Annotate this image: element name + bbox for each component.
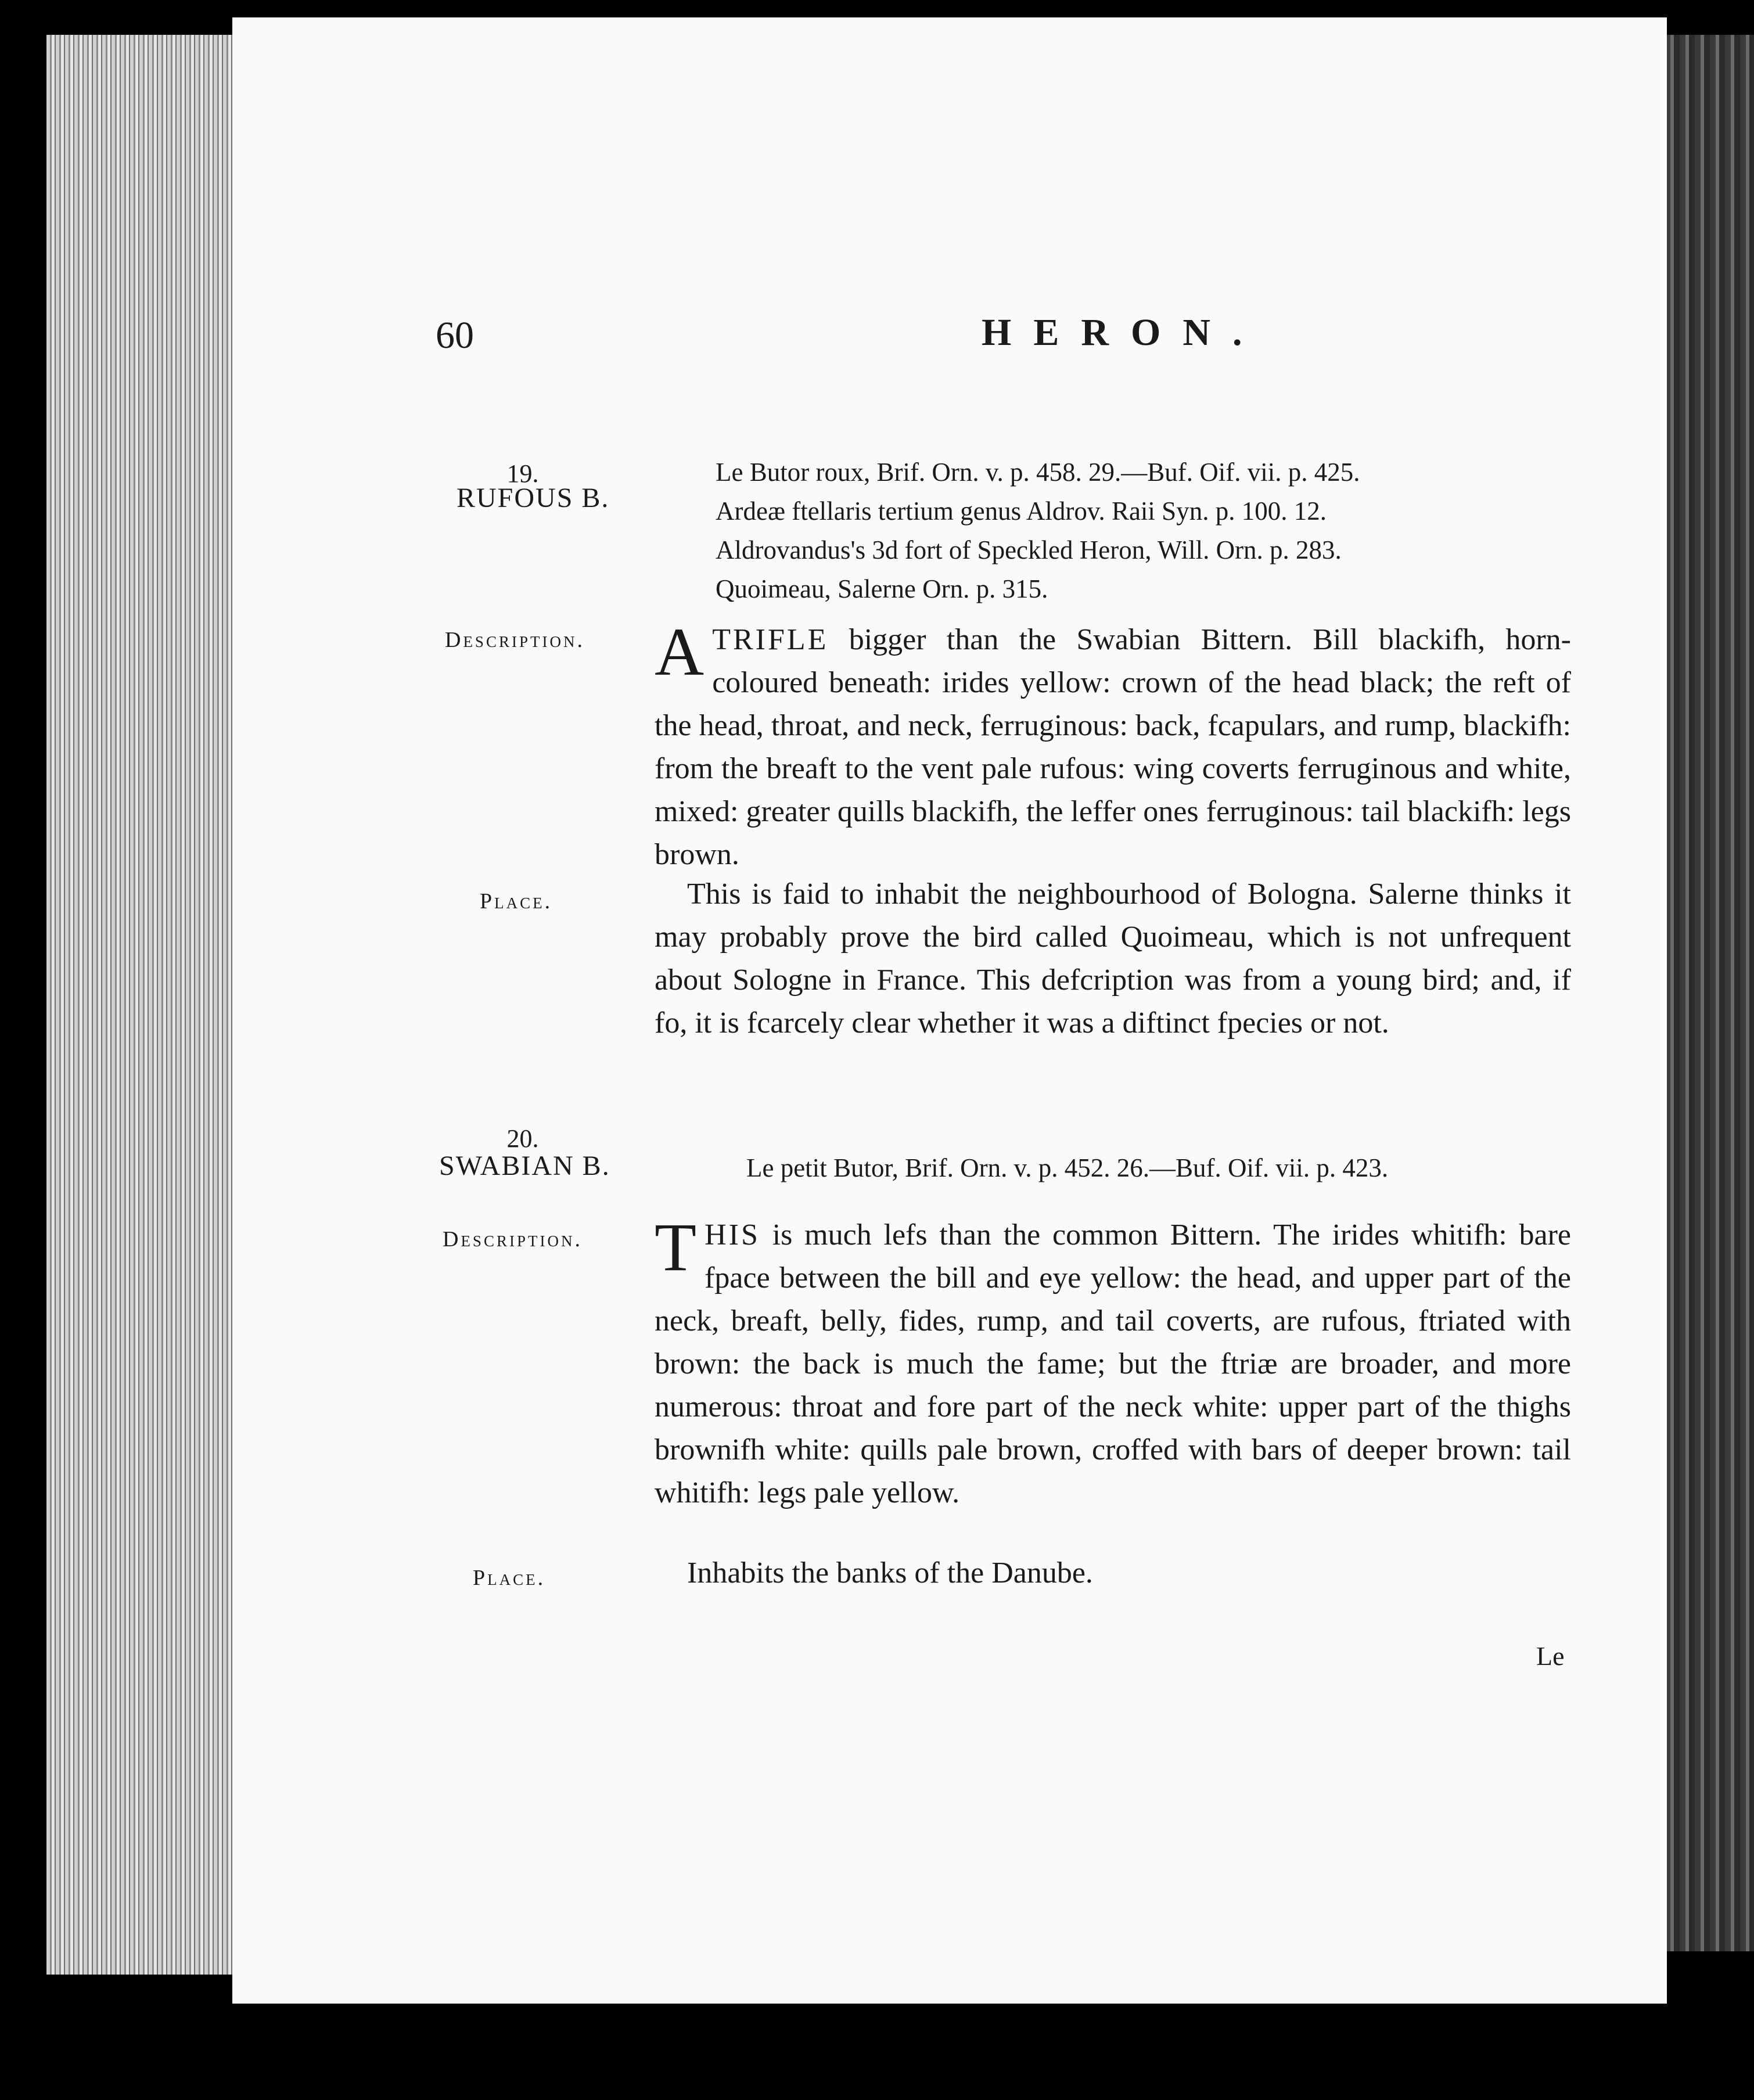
place-text: This is faid to inhabit the neighbourhood of Bologna. Salerne thinks it may probably prove the bird called Quoimeau, which is not unfrequent about Sologne in France. This defcription was from a young bird; and, if fo, it is fcarcely clear whether it was a diftinct fpecies or not.	[655, 878, 1571, 1040]
description-label: Description.	[443, 1227, 583, 1252]
place-label: Place.	[480, 889, 553, 914]
entry-number: 20.	[506, 1124, 539, 1153]
page-number: 60	[436, 314, 474, 357]
catchword: Le	[1536, 1641, 1565, 1671]
book-page-edges	[46, 35, 238, 1975]
synonym-line: Aldrovandus's 3d fort of Speckled Heron, Will. Orn. p. 283.	[716, 535, 1342, 564]
synonym-list	[746, 1149, 1388, 1188]
synonym-line: Le Butor roux, Brif. Orn. v. p. 458. 29.—Buf. Oif. vii. p. 425.	[716, 458, 1360, 487]
place-paragraph	[655, 873, 1571, 1045]
description-paragraph	[655, 1209, 1571, 1515]
drop-cap: A	[655, 614, 705, 690]
synonym-list	[716, 453, 1360, 609]
entry-name: SWABIAN B.	[439, 1150, 610, 1181]
description-text: is much lefs than the common Bittern. The irides whitifh: bare fpace between the bill and eye yellow: the head, and upper part of the neck, breaft, belly, fides, rump, and tail coverts, are rufous, ftriated with brown: the back is much the fame; but the ftriæ are broader, and more numerous: throat and fore part of the neck white: upper part of the thighs brownifh white: quills pale brown, croffed with bars of deeper brown: tail whitifh: legs pale yellow.	[655, 1218, 1571, 1509]
entry-name: RUFOUS B.	[457, 483, 610, 513]
synonym-line: Quoimeau, Salerne Orn. p. 315.	[716, 574, 1048, 603]
place-paragraph	[655, 1552, 1571, 1595]
first-word: HIS	[705, 1218, 760, 1252]
synonym-line: Le petit Butor, Brif. Orn. v. p. 452. 26.—Buf. Oif. vii. p. 423.	[746, 1153, 1389, 1182]
synonym-line: Ardeæ ftellaris tertium genus Aldrov. Raii Syn. p. 100. 12.	[716, 497, 1327, 526]
place-label: Place.	[473, 1566, 546, 1590]
place-text: Inhabits the banks of the Danube.	[687, 1556, 1093, 1590]
entry-number: 19.	[506, 459, 539, 488]
description-text: bigger than the Swabian Bittern. Bill blackifh, horn-coloured beneath: irides yellow: crown of the head black; the reft of the head, throat, and neck, ferruginous: back, fcapulars, and rump, blackifh: from the breaft to the vent pale rufous: wing coverts ferruginous and white, mixed: greater quills blackifh, the leffer ones ferruginous: tail blackifh: legs brown.	[655, 623, 1571, 871]
running-title: HERON.	[982, 311, 1264, 354]
drop-cap: T	[655, 1209, 697, 1285]
description-label: Description.	[445, 628, 585, 652]
first-word: TRIFLE	[712, 623, 829, 656]
description-paragraph	[655, 614, 1571, 876]
